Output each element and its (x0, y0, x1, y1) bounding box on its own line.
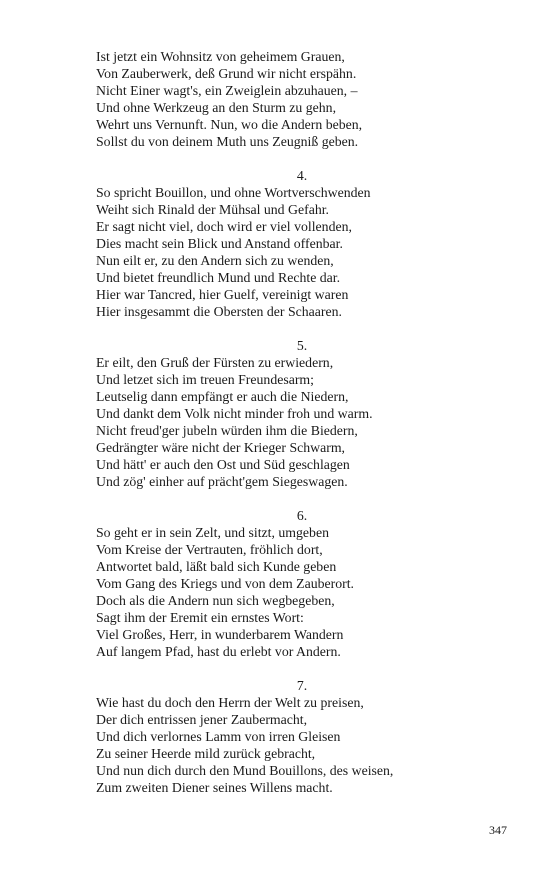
verse-line: Zum zweiten Diener seines Willens macht. (96, 780, 333, 795)
verse-line: Nicht Einer wagt's, ein Zweiglein abzuhauen, – (96, 83, 358, 98)
verse-line: Zu seiner Heerde mild zurück gebracht, (96, 746, 316, 761)
stanza (96, 337, 496, 490)
verse-line: Und ohne Werkzeug an den Sturm zu gehn, (96, 100, 337, 115)
verse-line: Vom Gang des Kriegs und von dem Zauberort. (96, 576, 355, 591)
verse-line: Und nun dich durch den Mund Bouillons, des weisen, (96, 763, 394, 778)
verse-line: Weiht sich Rinald der Mühsal und Gefahr. (96, 202, 330, 217)
verse-line: Doch als die Andern nun sich wegbegeben, (96, 593, 335, 608)
verse-line: Er eilt, den Gruß der Fürsten zu erwiedern, (96, 355, 334, 370)
verse-line: Hier war Tancred, hier Guelf, vereinigt waren (96, 287, 349, 302)
verse-line: Antwortet bald, läßt bald sich Kunde geben (96, 559, 337, 574)
poem-page (96, 48, 496, 813)
verse-line: Hier insgesammt die Obersten der Schaaren. (96, 304, 342, 319)
stanza (96, 677, 496, 796)
stanza (96, 167, 496, 320)
verse-line: Wehrt uns Vernunft. Nun, wo die Andern beben, (96, 117, 363, 132)
verse-line: Sollst du von deinem Muth uns Zeugniß geben. (96, 134, 359, 149)
verse-line: Auf langem Pfad, hast du erlebt vor Andern. (96, 644, 341, 659)
stanza-number: 7. (296, 678, 308, 693)
verse-line: Und hätt' er auch den Ost und Süd geschlagen (96, 457, 350, 472)
verse-line: Gedrängter wäre nicht der Krieger Schwarm, (96, 440, 345, 455)
verse-line: Und dich verlornes Lamm von irren Gleisen (96, 729, 341, 744)
verse-line: Der dich entrissen jener Zaubermacht, (96, 712, 308, 727)
verse-line: Von Zauberwerk, deß Grund wir nicht erspähn. (96, 66, 357, 81)
stanza-number: 5. (296, 338, 308, 353)
verse-line: Nicht freud'ger jubeln würden ihm die Biedern, (96, 423, 358, 438)
verse-line: So geht er in sein Zelt, und sitzt, umgeben (96, 525, 329, 540)
verse-line: Vom Kreise der Vertrauten, fröhlich dort, (96, 542, 323, 557)
verse-line: Wie hast du doch den Herrn der Welt zu preisen, (96, 695, 364, 710)
verse-line: Und zög' einher auf prächt'gem Siegeswagen. (96, 474, 348, 489)
stanza (96, 48, 496, 150)
verse-line: Nun eilt er, zu den Andern sich zu wenden, (96, 253, 334, 268)
verse-line: Ist jetzt ein Wohnsitz von geheimem Grauen, (96, 49, 345, 64)
stanza (96, 507, 496, 660)
verse-line: Und letzet sich im treuen Freundesarm; (96, 372, 315, 387)
verse-line: Sagt ihm der Eremit ein ernstes Wort: (96, 610, 304, 625)
stanza-number: 6. (296, 508, 308, 523)
verse-line: Er sagt nicht viel, doch wird er viel vollenden, (96, 219, 352, 234)
verse-line: Und bietet freundlich Mund und Rechte dar. (96, 270, 341, 285)
verse-line: Und dankt dem Volk nicht minder froh und warm. (96, 406, 373, 421)
verse-line: Leutselig dann empfängt er auch die Niedern, (96, 389, 349, 404)
stanza-number: 4. (296, 168, 308, 183)
verse-line: Viel Großes, Herr, in wunderbarem Wandern (96, 627, 344, 642)
verse-line: Dies macht sein Blick und Anstand offenbar. (96, 236, 343, 251)
verse-line: So spricht Bouillon, und ohne Wortverschwenden (96, 185, 371, 200)
page-number: 347 (489, 823, 507, 837)
